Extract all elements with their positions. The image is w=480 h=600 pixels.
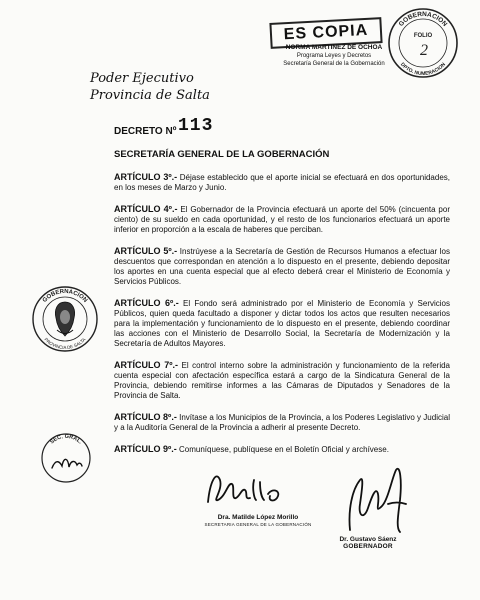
article-6 [114, 298, 450, 349]
article-4 [114, 204, 450, 235]
article-label: ARTÍCULO 5º.- [114, 246, 178, 256]
article-9 [114, 444, 450, 455]
certification-block [278, 44, 390, 68]
article-label: ARTÍCULO 9º.- [114, 444, 177, 454]
copy-stamp-text: ES COPIA [283, 21, 369, 44]
svg-text:DPTO. NUMERACION [399, 61, 447, 77]
secretaria-heading: SECRETARÍA GENERAL DE LA GOBERNACIÓN [114, 149, 330, 160]
coat-of-arms-icon [55, 302, 74, 336]
signer-name: Dr. Gustavo Sáenz [339, 536, 397, 543]
article-3 [114, 172, 450, 193]
signer-role: SECRETARIA GENERAL DE LA GOBERNACIÓN [204, 522, 312, 527]
gob-seal-ring-top: GOBERNACION [41, 288, 89, 304]
decree-label: DECRETO Nº [114, 126, 177, 137]
folio-ring-bottom: DPTO. NUMERACION [399, 61, 447, 78]
folio-label: FOLIO [413, 33, 433, 39]
articles-body [114, 164, 450, 466]
article-text: El control interno sobre la administración y funcionamiento de la referida cuenta especial con afectación específica estará a cargo de la Sindicatura General de la Provincia, debiendo remitirse informes a las Cámaras de Diputados y Senadores de la Provincia de Salta. [114, 361, 450, 400]
folio-seal [386, 6, 460, 80]
issuer-line-2: Provincia de Salta [90, 88, 210, 103]
svg-text:SEC. GRAL. [49, 434, 83, 446]
article-text: El Gobernador de la Provincia efectuará un aporte del 50% (cincuenta por ciento) de su sueldo en cada oportunidad, y el resto de los funcionarios efectuará un aporte inferior en proporción a la escala de haberes que perciban. [114, 205, 450, 234]
folio-ring-top: GOBERNACION [397, 10, 449, 28]
folio-number: 2 [420, 42, 428, 59]
signer-secretaria [188, 514, 328, 528]
article-label: ARTÍCULO 3º.- [114, 172, 178, 182]
gob-seal-ring-bottom: PROVINCIA DE SALTA [43, 336, 87, 351]
signature-secretaria-icon [198, 462, 308, 512]
initials-scribble-icon [52, 459, 82, 468]
article-text: Invítase a los Municipios de la Provincia, a los Poderes Legislativo y Judicial y a la Auditoría General de la Provincia a adherir al presente Decreto. [114, 413, 450, 432]
article-7 [114, 360, 450, 401]
certifier-office: Secretaría General de la Gobernación [283, 61, 385, 67]
article-label: ARTÍCULO 6º.- [114, 298, 179, 308]
article-5 [114, 246, 450, 287]
signer-name: Dra. Matilde López Morillo [217, 514, 299, 521]
certifier-role: Programa Leyes y Decretos [296, 53, 372, 59]
gobernacion-seal [30, 284, 100, 354]
sec-seal-ring: SEC. GRAL. [49, 433, 84, 446]
decree-number: 113 [178, 116, 214, 136]
svg-text:PROVINCIA DE SALTA [43, 337, 86, 350]
signer-role: GOBERNADOR [343, 543, 393, 550]
issuer-line-1: Poder Ejecutivo [90, 71, 194, 86]
article-label: ARTÍCULO 4º.- [114, 204, 178, 214]
article-text: Comuníquese, publíquese en el Boletín Oficial y archívese. [176, 445, 389, 454]
article-label: ARTÍCULO 8º.- [114, 412, 177, 422]
issuer-header [90, 70, 210, 104]
article-text: Instrúyese a la Secretaría de Gestión de Recursos Humanos a efectuar los descuentos que correspondan en atención a lo dispuesto en el presente, debiendo depositar los aportes en una cuenta especial que al efecto deberá crear el Ministerio de Economía y Servicios Públicos. [114, 247, 450, 286]
secretaria-seal [40, 432, 92, 484]
certifier-name: NORMA MARTINEZ DE OCHOA [285, 44, 383, 51]
article-text: El Fondo será administrado por el Ministerio de Economía y Servicios Públicos, quien queda facultado a disponer y dictar todos los actos que resulten necesarios para la implementación y funcionamiento de lo dispuesto en el presente, debiendo coordinar las acciones con el Ministerio de Desarrollo Social, la Secretaría de Modernización y la Secretaría de Adultos Mayores. [114, 299, 450, 348]
article-label: ARTÍCULO 7º.- [114, 360, 179, 370]
article-text: Déjase establecido que el aporte inicial se efectuará en dos oportunidades, en los meses de Marzo y Junio. [114, 173, 450, 192]
signer-gobernador [320, 536, 416, 550]
article-8 [114, 412, 450, 433]
signature-gobernador-icon [330, 460, 430, 540]
